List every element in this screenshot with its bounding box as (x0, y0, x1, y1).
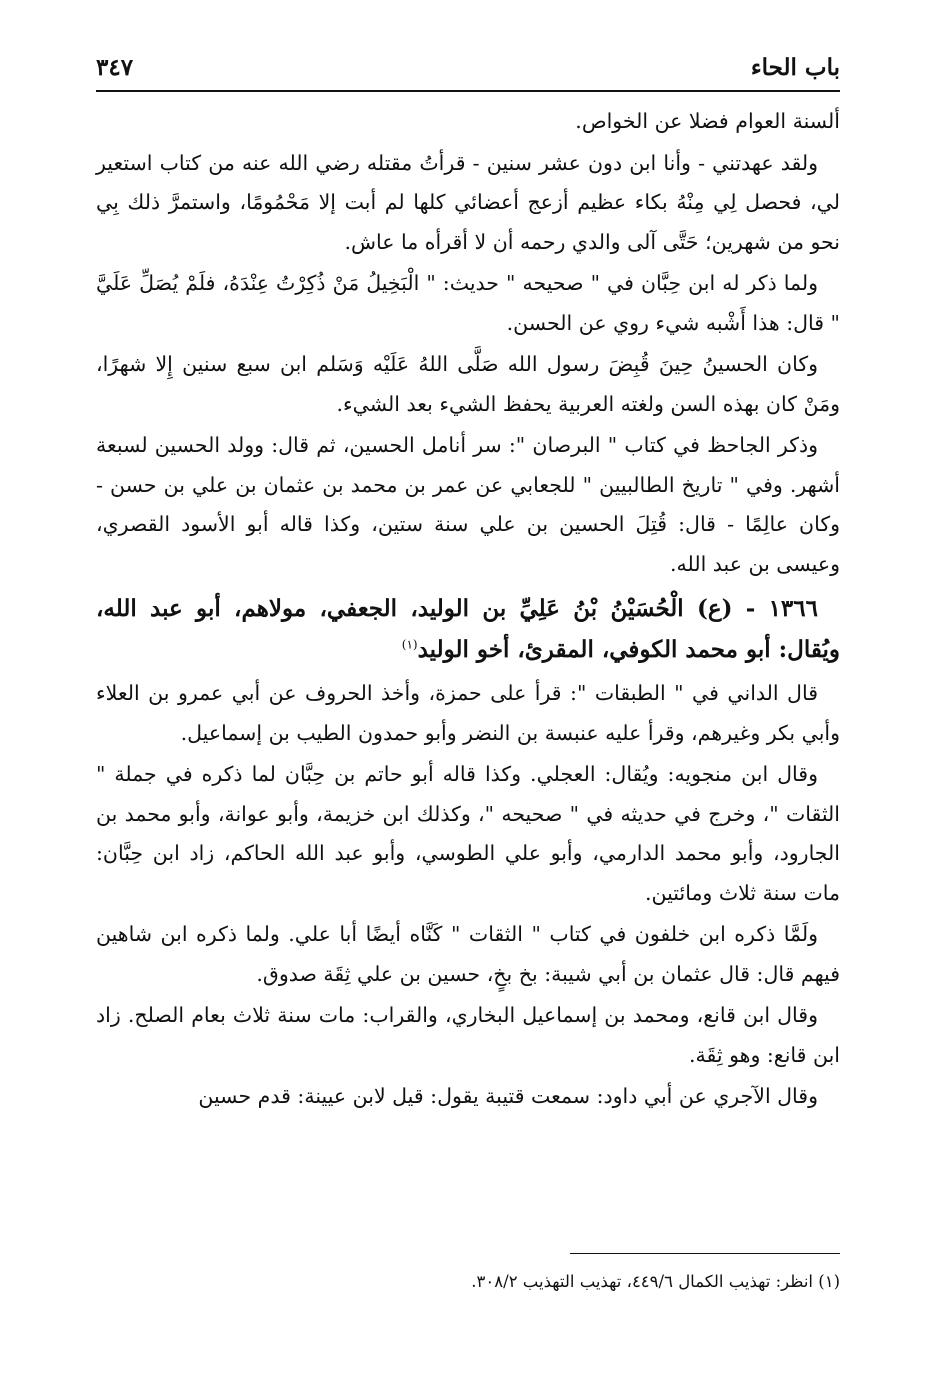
paragraph: ولقد عهدتني - وأنا ابن دون عشر سنين - قرأتُ مقتله رضي الله عنه من كتاب استعير لي، فحصل لِي مِنْهُ بكاء عظيم أزعج أعضائي كلها لم أبت إلا مَحْمُومًا، واستمرَّ ذلك بِي نحو من شهرين؛ حَتَّى آلى والدي رحمه أن لا أقرأه ما عاش. (96, 150, 840, 254)
paragraph: وكان الحسينُ حِينَ قُبِضَ رسول الله صَلَّى اللهُ عَلَيْه وَسَلم ابن سبع سنين إِلا شهرًا، ومَنْ كان بهذه السن ولغته العربية يحفظ الشيء بعد الشيء. (96, 352, 840, 416)
paragraph: وذكر الجاحظ في كتاب " البرصان ": سر أنامل الحسين، ثم قال: وولد الحسين لسبعة أشهر. وفي " تاريخ الطالبيين " للجعابي عن عمر بن محمد بن عثمان بن علي بن حسن - وكان عالِمًا - قال: قُتِلَ الحسين بن علي سنة ستين، وكذا قاله أبو الأسود القصري، وعيسى بن عبد الله. (96, 433, 840, 576)
main-text (96, 102, 840, 1119)
paragraph: وقال ابن قانع، ومحمد بن إسماعيل البخاري، والقراب: مات سنة ثلاث بعام الصلح. زاد ابن قانع: وهو ثِقَة. (96, 1003, 840, 1067)
header-divider (96, 90, 840, 92)
paragraph: ولَمَّا ذكره ابن خلفون في كتاب " الثقات " كَنَّاه أيضًا أبا علي. ولما ذكره ابن شاهين فيهم قال: قال عثمان بن أبي شيبة: بخ بخٍ، حسين بن علي ثِقَة صدوق. (96, 922, 840, 986)
paragraph: ألسنة العوام فضلا عن الخواص. (575, 109, 840, 133)
footnote-divider (570, 1253, 840, 1254)
footnote-marker: (١) (401, 637, 418, 652)
running-header (96, 50, 840, 84)
book-page (96, 40, 840, 1330)
paragraph: ولما ذكر له ابن حِبَّان في " صحيحه " حديث: " الْبَخِيلُ مَنْ ذُكِرْتُ عِنْدَهُ، فلَمْ يُصَلِّ عَلَيَّ " قال: هذا أَشْبه شيء روي عن الحسن. (96, 271, 840, 335)
paragraph: وقال ابن منجويه: ويُقال: العجلي. وكذا قاله أبو حاتم بن حِبَّان لما ذكره في جملة " الثقات "، وخرج في حديثه في " صحيحه "، وكذلك ابن خزيمة، وأبو عوانة، وأبو محمد بن الجارود، وأبو محمد الدارمي، وأبو علي الطوسي، وأبو عبد الله الحاكم، زاد ابن حِبَّان: مات سنة ثلاث ومائتين. (96, 762, 840, 905)
footnote: (١) انظر: تهذيب الكمال ٤٤٩/٦، تهذيب التهذيب ٣٠٨/٢. (471, 1272, 840, 1291)
paragraph: قال الداني في " الطبقات ": قرأ على حمزة، وأخذ الحروف عن أبي عمرو بن العلاء وأبي بكر وغيرهم، وقرأ عليه عنبسة بن النضر وأبو حمدون الطيب بن إسماعيل. (96, 681, 840, 745)
section-title: باب الحاء (750, 53, 840, 81)
entry-heading-text: ١٣٦٦ - (ع) الْحُسَيْنُ بْنُ عَلِيِّ بن الوليد، الجعفي، مولاهم، أبو عبد الله، ويُقال: أبو محمد الكوفي، المقرئ، أخو الوليد (96, 595, 840, 663)
page-number: ٣٤٧ (96, 53, 134, 81)
entry-heading (96, 588, 840, 670)
paragraph: وقال الآجري عن أبي داود: سمعت قتيبة يقول: قيل لابن عيينة: قدم حسين (198, 1084, 818, 1108)
